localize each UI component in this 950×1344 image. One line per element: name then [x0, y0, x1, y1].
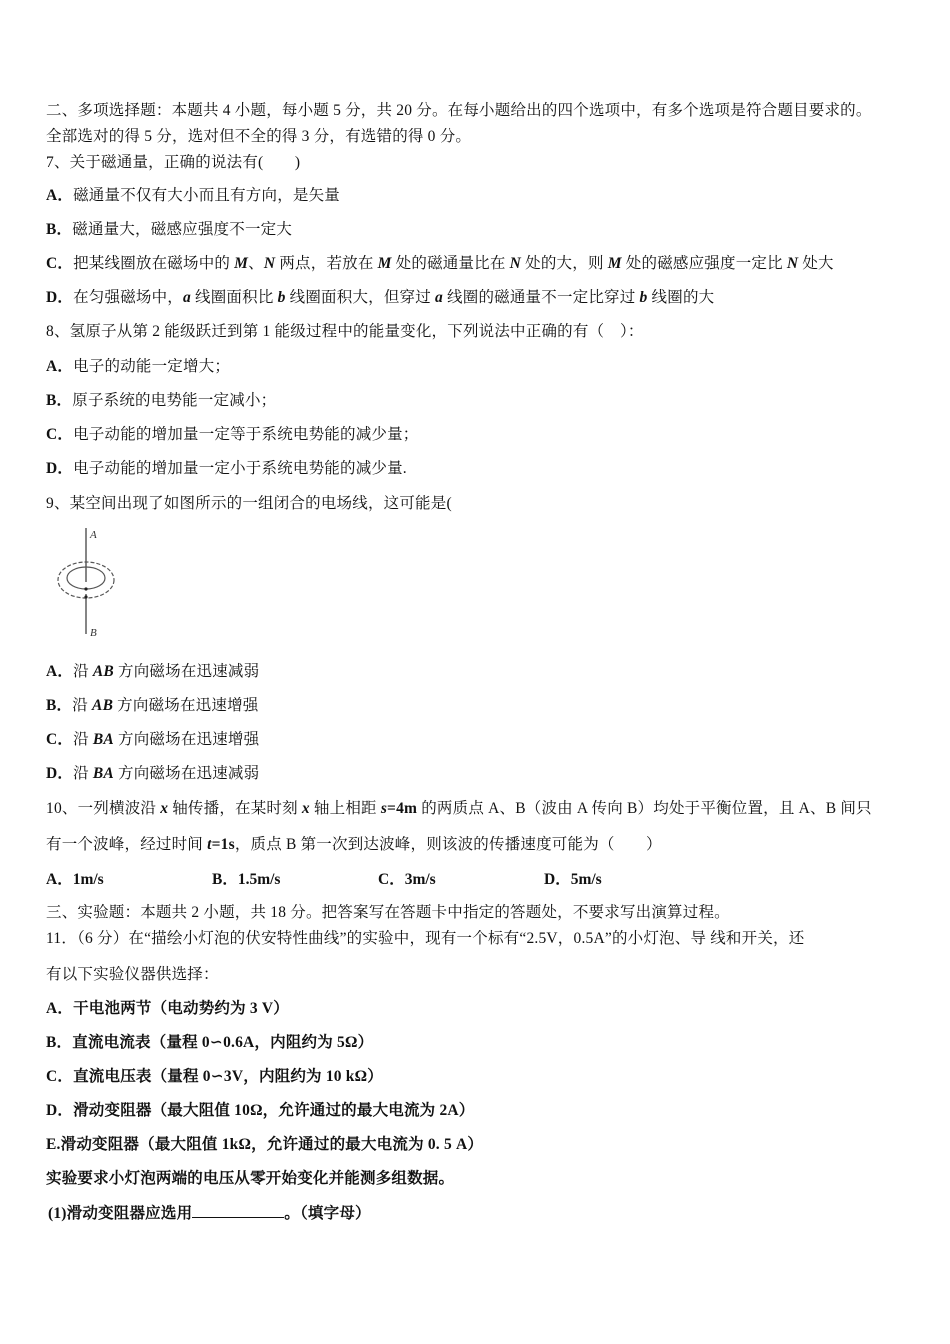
direction-variable: BA: [92, 765, 114, 782]
option-text: 、: [248, 255, 264, 272]
direction-variable: AB: [92, 697, 114, 714]
q9-electric-field-figure: [46, 524, 126, 640]
option-text: 线圈的大: [647, 289, 715, 306]
variable-t: t: [207, 836, 212, 853]
q11-option-c: [46, 1067, 383, 1087]
option-label: A．: [46, 358, 74, 375]
option-label: B．: [46, 221, 73, 238]
option-text: 磁通量不仅有大小而且有方向，是矢量: [73, 187, 340, 204]
q7-option-b: [46, 220, 292, 240]
option-label: B．: [46, 1034, 73, 1051]
option-label: B．: [212, 871, 238, 888]
q11-stem-line-1: 11．（6 分）在“描绘小灯泡的伏安特性曲线”的实验中，现有一个标有“2.5V，0.5A”的小灯泡、导 线和开关，还: [46, 930, 805, 947]
option-label: C．: [46, 255, 74, 272]
option-text: 1m/s: [72, 871, 104, 888]
q7-stem: 7、关于磁通量，正确的说法有( ): [46, 154, 301, 171]
q11-option-a: [46, 999, 289, 1019]
option-label: C．: [46, 1068, 74, 1085]
option-text: 线圈面积比: [190, 289, 278, 306]
option-label: C．: [46, 731, 74, 748]
variable-b: b: [277, 289, 286, 306]
variable-a: a: [183, 289, 191, 306]
q8-option-c: [46, 425, 419, 445]
option-text: 方向磁场在迅速增强: [113, 731, 260, 748]
variable-N: N: [786, 255, 799, 272]
option-label: A．: [46, 663, 74, 680]
text: ，质点 B 第一次到达波峰，则该波的传播速度可能为（ ）: [234, 836, 662, 853]
variable-x: x: [160, 800, 169, 817]
q10-stem-line-1: [46, 799, 872, 819]
option-text: 把某线圈放在磁场中的: [73, 255, 235, 272]
q8-option-a: [46, 357, 230, 377]
option-text: 处的大，则: [521, 255, 608, 272]
option-text: 3m/s: [404, 871, 436, 888]
q11-sub-question-1: [48, 1203, 371, 1224]
option-text: 两点，若放在: [275, 255, 378, 272]
q10-option-a: [46, 870, 212, 890]
option-label: B．: [46, 697, 73, 714]
option-text: 原子系统的电势能一定减小；: [72, 392, 277, 409]
q8-stem: 8、氢原子从第 2 能级跃迁到第 1 能级过程中的能量变化，下列说法中正确的有（ ）：: [46, 323, 644, 340]
option-text: 电子动能的增加量一定等于系统电势能的减少量；: [73, 426, 419, 443]
q9-option-b: [46, 696, 259, 716]
q8-option-b: [46, 391, 276, 411]
q9-option-c: [46, 730, 259, 750]
option-text: 电子动能的增加量一定小于系统电势能的减少量.: [73, 460, 407, 477]
label-B: B: [90, 627, 97, 639]
variable-M: M: [377, 255, 392, 272]
option-label: D．: [46, 765, 74, 782]
q7-option-a: [46, 186, 340, 206]
q10-option-b: [212, 870, 378, 890]
option-text: 直流电流表（量程 0∽0.6A，内阻约为 5Ω）: [72, 1034, 374, 1051]
option-text: 方向磁场在迅速增强: [113, 697, 259, 714]
option-text: 沿: [73, 731, 93, 748]
variable-a: a: [435, 289, 443, 306]
value: =4m: [387, 800, 418, 817]
option-label: E.: [46, 1136, 61, 1153]
sub-question-text: (1)滑动变阻器应选用: [48, 1205, 193, 1222]
option-text: 处大: [798, 255, 834, 272]
variable-M: M: [607, 255, 622, 272]
option-label: B．: [46, 392, 73, 409]
option-label: A．: [46, 871, 73, 888]
text: 轴传播，在某时刻: [168, 800, 302, 817]
section-3-heading: 三、实验题：本题共 2 小题，共 18 分。把答案写在答题卡中指定的答题处，不要求写出演算过程。: [46, 904, 730, 921]
option-text: 滑动变阻器（最大阻值 1kΩ，允许通过的最大电流为 0. 5 A）: [60, 1136, 484, 1153]
direction-variable: BA: [92, 731, 114, 748]
option-label: C．: [378, 871, 405, 888]
q10-options: [46, 870, 602, 890]
option-label: D．: [46, 1102, 74, 1119]
option-text: 1.5m/s: [237, 871, 281, 888]
option-text: 线圈面积大，但穿过: [285, 289, 436, 306]
option-text: 电子的动能一定增大；: [73, 358, 231, 375]
text: 10、一列横波沿: [46, 800, 161, 817]
variable-N: N: [263, 255, 276, 272]
option-text: 沿: [73, 765, 93, 782]
q8-option-d: [46, 459, 407, 479]
option-label: C．: [46, 426, 74, 443]
variable-x: x: [301, 800, 310, 817]
option-text: 线圈的磁通量不一定比穿过: [442, 289, 640, 306]
q9-stem: 9、某空间出现了如图所示的一组闭合的电场线，这可能是(: [46, 495, 452, 512]
option-text: 磁通量大，磁感应强度不一定大: [72, 221, 293, 238]
option-text: 干电池两节（电动势约为 3 V）: [73, 1000, 289, 1017]
option-label: D．: [544, 871, 571, 888]
closed-field-lines-diagram: [46, 524, 126, 640]
option-text: 方向磁场在迅速减弱: [113, 663, 260, 680]
option-label: D．: [46, 460, 74, 477]
q10-option-d: [544, 870, 602, 890]
option-text: 处的磁通量比在: [391, 255, 510, 272]
option-label: A．: [46, 1000, 74, 1017]
variable-s: s: [380, 800, 388, 817]
q11-stem-line-2: 有以下实验仪器供选择：: [46, 966, 219, 983]
text: 的两质点 A、B（波由 A 传向 B）均处于平衡位置，且 A、B 间只: [417, 800, 872, 817]
variable-N: N: [509, 255, 522, 272]
option-text: 5m/s: [570, 871, 602, 888]
q11-option-e: [46, 1135, 483, 1155]
sub-question-hint: 。（填字母）: [284, 1205, 371, 1222]
section-2-heading-line-1: 二、多项选择题：本题共 4 小题，每小题 5 分，共 20 分。在每小题给出的四个选项中，有多个选项是符合题目要求的。: [46, 102, 872, 119]
q10-stem-line-2: [46, 835, 662, 855]
label-A: A: [90, 529, 97, 541]
option-text: 方向磁场在迅速减弱: [113, 765, 260, 782]
q7-option-c: [46, 254, 834, 274]
option-label: D．: [46, 289, 74, 306]
q10-option-c: [378, 870, 544, 890]
option-text: 沿: [73, 663, 93, 680]
q7-option-d: [46, 288, 714, 308]
option-text: 直流电压表（量程 0∽3V，内阻约为 10 kΩ）: [73, 1068, 383, 1085]
variable-M: M: [234, 255, 249, 272]
q11-requirement: 实验要求小灯泡两端的电压从零开始变化并能测多组数据。: [46, 1170, 455, 1187]
q9-option-a: [46, 662, 259, 682]
answer-blank[interactable]: [192, 1203, 284, 1218]
option-label: A．: [46, 187, 74, 204]
value: =1s: [211, 836, 235, 853]
option-text: 滑动变阻器（最大阻值 10Ω，允许通过的最大电流为 2A）: [73, 1102, 475, 1119]
option-text: 处的磁感应强度一定比: [621, 255, 787, 272]
section-2-heading-line-2: 全部选对的得 5 分，选对但不全的得 3 分，有选错的得 0 分。: [46, 128, 472, 145]
q9-option-d: [46, 764, 259, 784]
text: 轴上相距: [309, 800, 381, 817]
option-text: 沿: [72, 697, 93, 714]
direction-variable: AB: [92, 663, 114, 680]
text: 有一个波峰，经过时间: [46, 836, 208, 853]
option-text: 在匀强磁场中，: [73, 289, 183, 306]
variable-b: b: [639, 289, 648, 306]
q11-option-d: [46, 1101, 475, 1121]
q11-option-b: [46, 1033, 373, 1053]
